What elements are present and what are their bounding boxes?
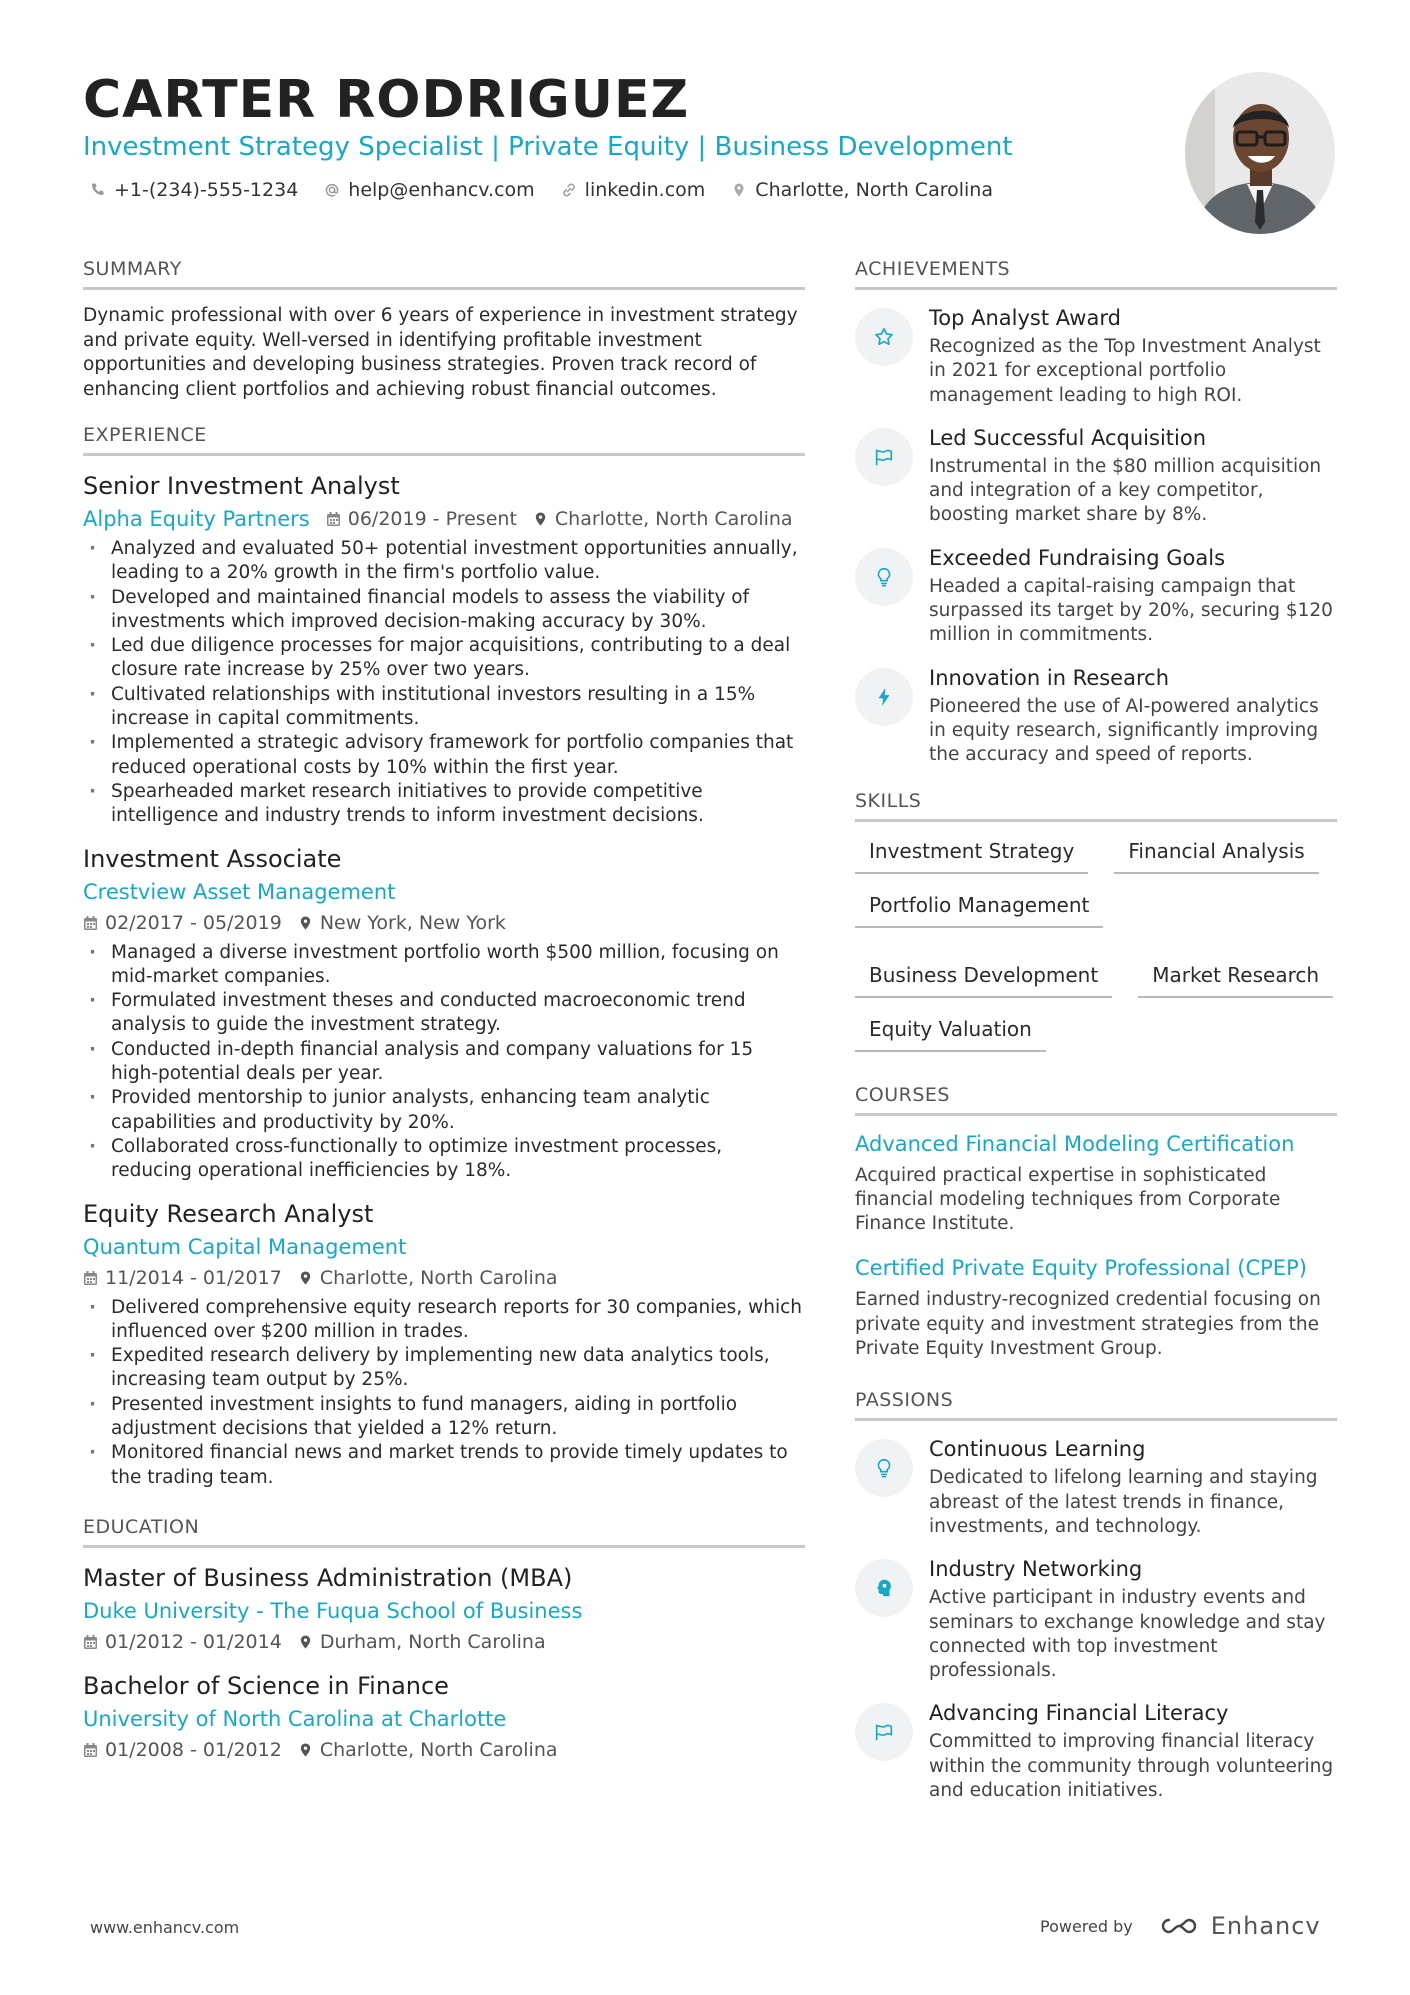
achievement-body [929, 664, 1337, 768]
bullet: · Conducted in-depth financial analysis and company valuations for 15 high-potential deals per year. [83, 1038, 805, 1087]
section-title-achievements: ACHIEVEMENTS [855, 256, 1337, 290]
achievement-item [855, 424, 1337, 528]
job-location [298, 909, 506, 937]
job-bullets [83, 537, 805, 829]
education-item [83, 1670, 805, 1764]
achievement-title: Exceeded Fundraising Goals [929, 545, 1226, 570]
course-item [855, 1254, 1337, 1361]
calendar-icon [83, 915, 98, 931]
footer-branding [1040, 1912, 1321, 1940]
bullet: · Provided mentorship to junior analysts, enhancing team analytic capabilities and productivity by 20%. [83, 1086, 805, 1135]
achievement-desc: Pioneered the use of AI-powered analytics in equity research, significantly improving the accuracy and speed of reports. [929, 695, 1319, 766]
contact-phone[interactable] [90, 177, 298, 203]
job-title: Senior Investment Analyst [83, 472, 400, 500]
section-title-experience: EXPERIENCE [83, 422, 805, 456]
course-desc: Acquired practical expertise in sophisticated financial modeling techniques from Corporate Finance Institute. [855, 1164, 1281, 1235]
course-title: Advanced Financial Modeling Certification [855, 1131, 1295, 1156]
location-pin-icon [298, 1270, 313, 1286]
bullet: · Developed and maintained financial models to assess the viability of investments which improved decision-making accuracy by 30%. [83, 586, 805, 635]
left-column [83, 256, 805, 1778]
calendar-icon [326, 511, 341, 527]
job-meta [83, 505, 805, 533]
dates-text: 01/2008 - 01/2012 [105, 1738, 282, 1761]
company-name: Crestview Asset Management [83, 879, 396, 904]
achievement-desc: Recognized as the Top Investment Analyst in 2021 for exceptional portfolio management leading to high ROI. [929, 336, 1321, 406]
skill-tag: Financial Analysis [1114, 836, 1318, 874]
achievement-icon-circle [855, 548, 913, 606]
achievement-title: Led Successful Acquisition [929, 425, 1207, 450]
headline: Investment Strategy Specialist | Private Equity | Business Development [83, 132, 1013, 162]
head-icon [873, 1577, 895, 1599]
school-name: Duke University - The Fuqua School of Business [83, 1598, 583, 1623]
profile-photo [1185, 72, 1335, 234]
skill-tag: Portfolio Management [855, 890, 1103, 928]
dates-text: 11/2014 - 01/2017 [105, 1266, 282, 1289]
calendar-icon [83, 1270, 98, 1286]
passion-title: Continuous Learning [929, 1437, 1146, 1462]
lightbulb-icon [873, 566, 895, 588]
skills-list [855, 836, 1337, 1052]
calendar-icon [83, 1634, 98, 1650]
location-pin-icon [731, 182, 747, 198]
education-dates [83, 1736, 282, 1764]
passion-title: Industry Networking [929, 1557, 1143, 1582]
job-location [533, 505, 793, 533]
bullet: · Presented investment insights to fund managers, aiding in portfolio adjustment decisions that yielded a 12% return. [83, 1393, 805, 1442]
education-item [83, 1562, 805, 1656]
dates-text: 01/2012 - 01/2014 [105, 1630, 282, 1653]
achievement-desc: Headed a capital-raising campaign that surpassed its target by 20%, securing $120 million in commitments. [929, 575, 1333, 646]
passion-body [929, 1555, 1337, 1683]
location-text: Durham, North Carolina [319, 1630, 546, 1653]
passion-body [929, 1699, 1337, 1803]
achievement-icon-circle [855, 428, 913, 486]
course-desc: Earned industry-recognized credential focusing on private equity and investment strategies from the Private Equity Investment Group. [855, 1289, 1321, 1360]
experience-item [83, 1198, 805, 1490]
passion-title: Advancing Financial Literacy [929, 1701, 1229, 1726]
bullet: · Analyzed and evaluated 50+ potential investment opportunities annually, leading to a 20% growth in the firm's portfolio value. [83, 537, 805, 586]
star-icon [873, 326, 895, 348]
bullet: · Delivered comprehensive equity research reports for 30 companies, which influenced over $200 million in trades. [83, 1296, 805, 1345]
bullet: · Implemented a strategic advisory framework for portfolio companies that reduced operational costs by 10% within the first year. [83, 731, 805, 780]
achievement-body [929, 304, 1337, 408]
section-title-passions: PASSIONS [855, 1387, 1337, 1421]
education-location [298, 1736, 558, 1764]
passion-item [855, 1699, 1337, 1803]
bolt-icon [873, 686, 895, 708]
education-meta [83, 1736, 805, 1764]
location-pin-icon [533, 511, 548, 527]
bullet: · Cultivated relationships with institutional investors resulting in a 15% increase in capital commitments. [83, 683, 805, 732]
achievement-item [855, 664, 1337, 768]
enhancv-logo[interactable] [1155, 1912, 1321, 1940]
location-pin-icon [298, 1742, 313, 1758]
job-meta [83, 909, 805, 937]
passion-icon-circle [855, 1703, 913, 1761]
location-text: New York, New York [319, 911, 506, 934]
flag-icon [873, 446, 895, 468]
section-title-education: EDUCATION [83, 1514, 805, 1548]
at-icon [324, 182, 340, 198]
achievement-icon-circle [855, 308, 913, 366]
dates-text: 06/2019 - Present [347, 508, 517, 530]
job-title: Investment Associate [83, 844, 342, 873]
skill-tag: Business Development [855, 960, 1112, 998]
lightbulb-icon [873, 1457, 895, 1479]
location-text: Charlotte, North Carolina [319, 1266, 558, 1289]
job-dates [83, 909, 282, 937]
passion-item [855, 1435, 1337, 1539]
job-bullets [83, 1296, 805, 1490]
degree-title: Bachelor of Science in Finance [83, 1671, 449, 1700]
education-dates [83, 1628, 282, 1656]
achievement-desc: Instrumental in the $80 million acquisition and integration of a key competitor, boosting market share by 8%. [929, 455, 1322, 526]
achievement-icon-circle [855, 668, 913, 726]
bullet: · Spearheaded market research initiatives to provide competitive intelligence and industry trends to inform investment decisions. [83, 780, 805, 829]
achievement-item [855, 304, 1337, 408]
powered-by-label: Powered by [1040, 1916, 1133, 1936]
email-text: help@enhancv.com [348, 179, 535, 201]
company-name: Quantum Capital Management [83, 1234, 407, 1259]
contact-bar [90, 177, 993, 203]
job-meta [83, 1264, 805, 1292]
achievement-body [929, 544, 1337, 648]
summary-text: Dynamic professional with over 6 years of experience in investment strategy and private equity. Well-versed in identifying profitable investment opportunities and developing business strategies. Proven track record of enhancing client portfolios and achieving robust financial outcomes. [83, 305, 798, 400]
education-meta [83, 1628, 805, 1656]
passion-icon-circle [855, 1559, 913, 1617]
bullet: · Led due diligence processes for major acquisitions, contributing to a deal closure rate increase by 25% over two years. [83, 634, 805, 683]
link-icon [561, 182, 577, 198]
section-title-summary: SUMMARY [83, 256, 805, 290]
contact-location [731, 177, 993, 203]
passion-desc: Dedicated to lifelong learning and staying abreast of the latest trends in finance, investments, and technology. [929, 1467, 1318, 1537]
passion-desc: Committed to improving financial literacy within the community through volunteering and education initiatives. [929, 1731, 1334, 1802]
skill-tag: Investment Strategy [855, 836, 1088, 874]
experience-item [83, 470, 805, 829]
passion-item [855, 1555, 1337, 1683]
phone-icon [90, 182, 106, 198]
job-dates [83, 1264, 282, 1292]
location-text: Charlotte, North Carolina [319, 1738, 558, 1761]
candidate-name: CARTER RODRIGUEZ [83, 70, 690, 130]
education-location [298, 1628, 546, 1656]
achievement-body [929, 424, 1337, 528]
job-dates [326, 505, 517, 533]
school-name: University of North Carolina at Charlotte [83, 1706, 507, 1731]
section-title-skills: SKILLS [855, 788, 1337, 822]
flag-icon [873, 1721, 895, 1743]
skill-tag: Market Research [1138, 960, 1333, 998]
job-bullets [83, 941, 805, 1184]
bullet: · Expedited research delivery by implementing new data analytics tools, increasing team output by 25%. [83, 1344, 805, 1393]
location-text: Charlotte, North Carolina [554, 508, 793, 530]
brand-name: Enhancv [1210, 1912, 1321, 1940]
bullet: · Managed a diverse investment portfolio worth $500 million, focusing on mid-market companies. [83, 941, 805, 990]
passion-icon-circle [855, 1439, 913, 1497]
course-title: Certified Private Equity Professional (CPEP) [855, 1256, 1307, 1281]
section-title-courses: COURSES [855, 1082, 1337, 1116]
experience-item [83, 843, 805, 1184]
contact-linkedin[interactable] [561, 177, 706, 203]
bullet: · Collaborated cross-functionally to optimize investment processes, reducing operational inefficiencies by 18%. [83, 1135, 805, 1184]
contact-email[interactable] [324, 177, 534, 203]
passion-desc: Active participant in industry events and seminars to exchange knowledge and stay connected with top investment professionals. [929, 1587, 1326, 1682]
location-pin-icon [298, 915, 313, 931]
achievement-item [855, 544, 1337, 648]
achievement-title: Top Analyst Award [929, 306, 1121, 330]
job-title: Equity Research Analyst [83, 1199, 374, 1228]
footer-website[interactable]: www.enhancv.com [90, 1918, 240, 1937]
skill-tag: Equity Valuation [855, 1014, 1046, 1052]
right-column [855, 256, 1337, 1819]
calendar-icon [83, 1742, 98, 1758]
bullet: · Formulated investment theses and conducted macroeconomic trend analysis to guide the investment strategy. [83, 989, 805, 1038]
dates-text: 02/2017 - 05/2019 [105, 911, 282, 934]
phone-text: +1-(234)-555-1234 [114, 179, 299, 201]
bullet: · Monitored financial news and market trends to provide timely updates to the trading team. [83, 1441, 805, 1490]
job-location [298, 1264, 558, 1292]
linkedin-text: linkedin.com [584, 179, 706, 201]
degree-title: Master of Business Administration (MBA) [83, 1563, 573, 1592]
enhancv-logo-icon [1155, 1914, 1203, 1938]
achievement-title: Innovation in Research [929, 665, 1170, 690]
course-item [855, 1130, 1337, 1237]
location-text: Charlotte, North Carolina [755, 179, 993, 201]
passion-body [929, 1435, 1337, 1539]
location-pin-icon [298, 1634, 313, 1650]
company-name: Alpha Equity Partners [83, 507, 310, 531]
